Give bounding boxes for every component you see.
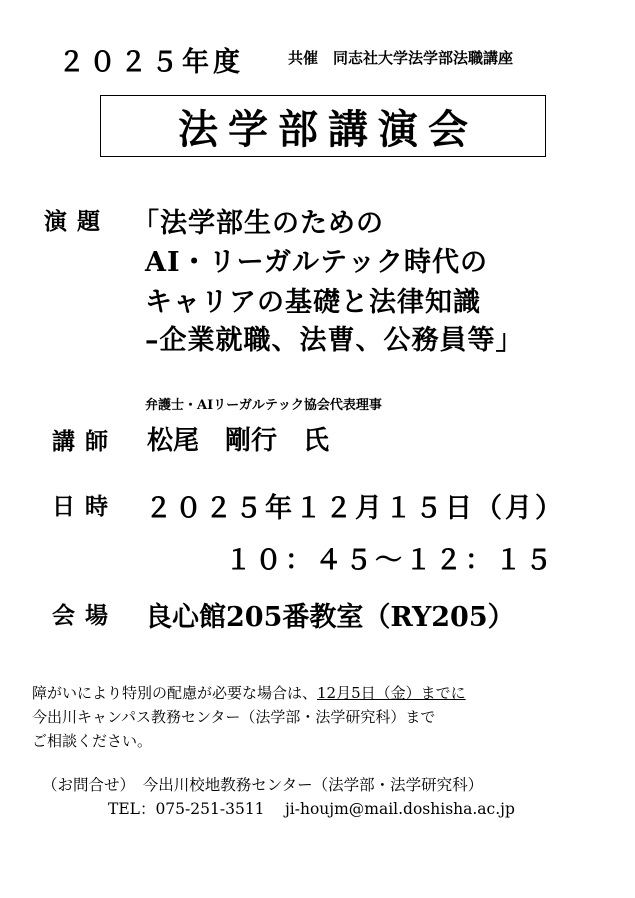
lecture-title-line-4: –企業就職、法曹、公務員等」	[145, 325, 524, 356]
event-date: ２０２５年１２月１５日（月）	[145, 493, 565, 524]
lecture-title-line-2: AI・リーガルテック時代の	[145, 247, 489, 278]
notice-line-2: 今出川キャンパス教務センター（法学部・法学研究科）まで	[32, 708, 436, 726]
lecture-label: 演題	[44, 208, 110, 235]
contact-office: （お問合せ） 今出川校地教務センター（法学部・法学研究科）	[42, 776, 484, 794]
venue-value: 良心館205番教室（RY205）	[145, 602, 515, 633]
notice-line-3: ご相談ください。	[32, 732, 153, 750]
event-time: １０：４５～１２：１５	[225, 545, 555, 576]
cohost-line: 共催 同志社大学法学部法職講座	[288, 49, 514, 67]
venue-label: 会場	[52, 602, 118, 629]
notice-line-1	[32, 682, 466, 703]
header-year: ２０２５年度	[58, 47, 244, 78]
datetime-label: 日時	[52, 493, 118, 520]
contact-phone-email: TEL：075-251-3511 ji-houjm@mail.doshisha.ac.jp	[108, 800, 515, 818]
notice-deadline: 12月5日（金）までに	[317, 684, 466, 702]
notice-text: 障がいにより特別の配慮が必要な場合は、	[32, 684, 318, 702]
page-title: 法学部講演会	[178, 105, 478, 153]
lecture-title-line-1: 「法学部生のための	[132, 208, 384, 239]
lecturer-name: 松尾 剛行 氏	[147, 426, 330, 456]
lecturer-label: 講師	[52, 428, 118, 455]
lecture-title-line-3: キャリアの基礎と法律知識	[145, 287, 481, 318]
title-box	[100, 95, 546, 157]
lecturer-affiliation: 弁護士・AIリーガルテック協会代表理事	[145, 398, 382, 413]
